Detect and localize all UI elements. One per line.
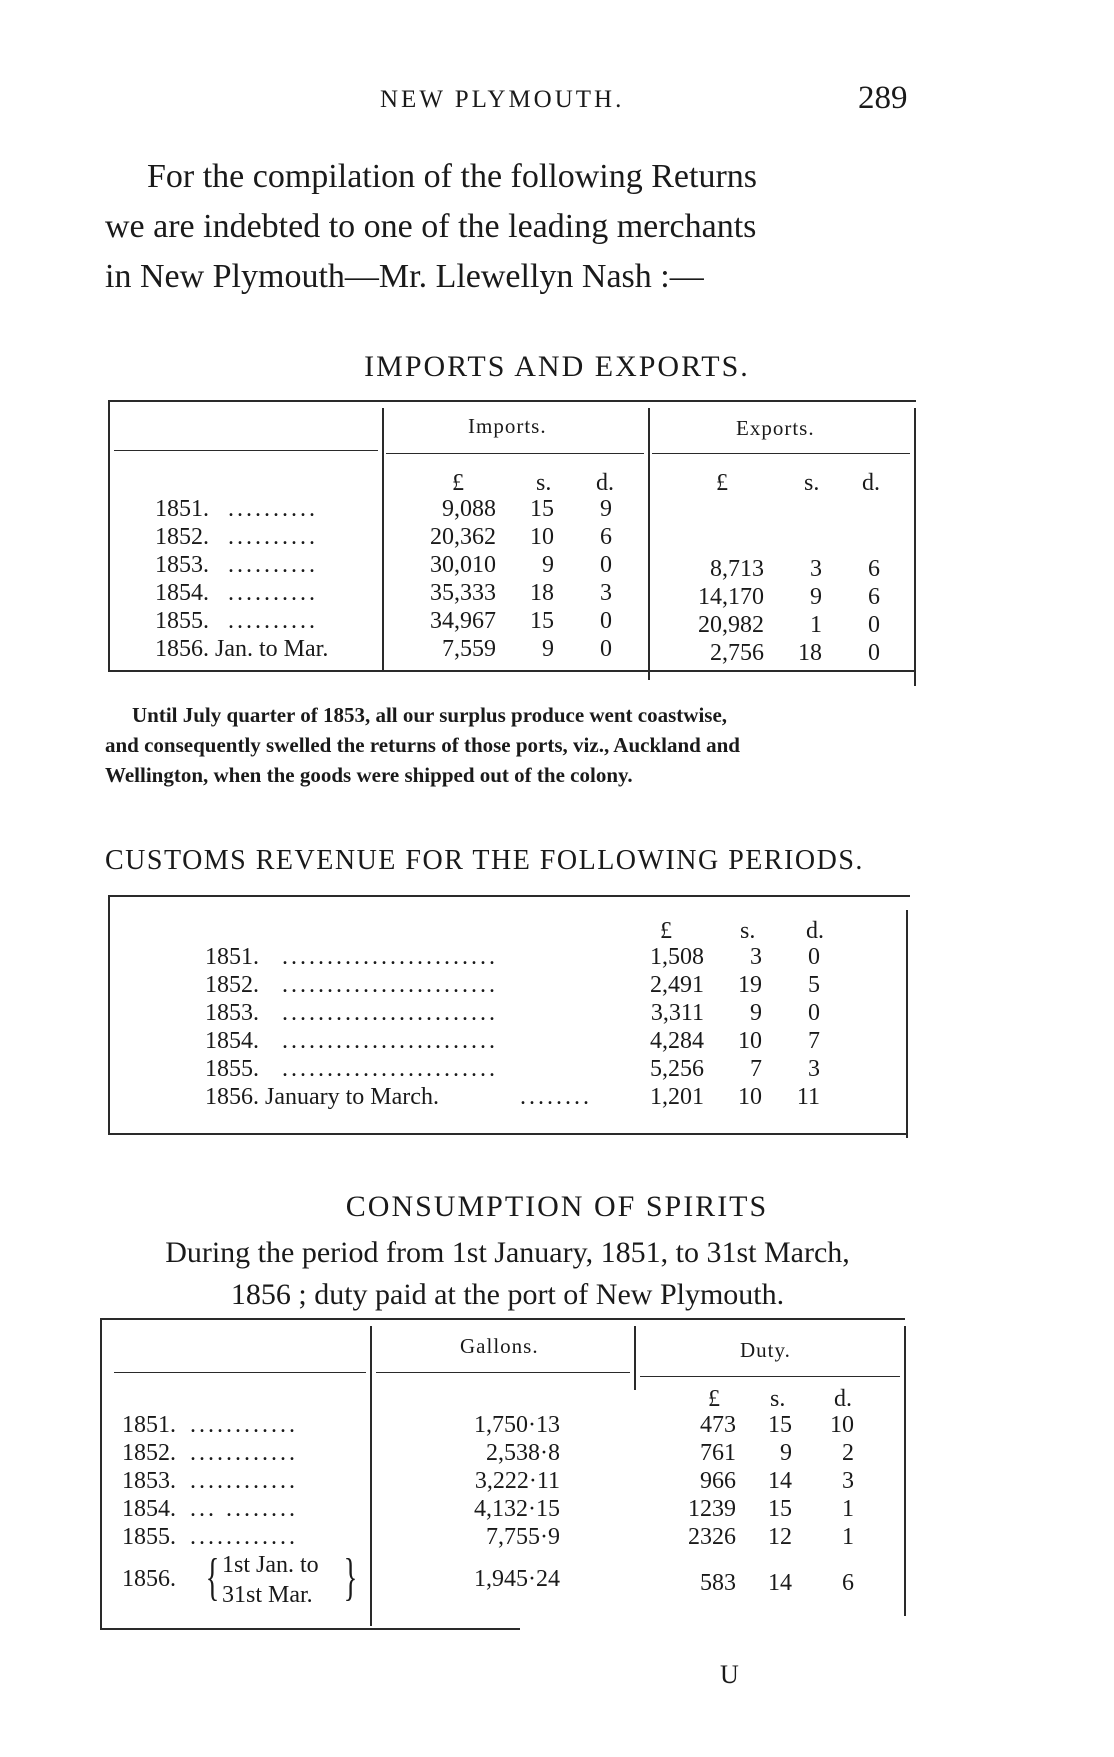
customs-pounds: 1,508 xyxy=(650,944,704,970)
leader-dots: ........................ xyxy=(282,1056,498,1082)
table-border xyxy=(108,400,916,402)
imports-note xyxy=(105,700,920,790)
table-border xyxy=(100,1628,520,1630)
customs-pence: 0 xyxy=(808,944,820,970)
unit-pence: d. xyxy=(596,470,614,496)
customs-pounds: 2,491 xyxy=(650,972,704,998)
exports-pounds: 8,713 xyxy=(710,556,764,582)
leader-dots: ............ xyxy=(190,1468,298,1494)
spirits-gallons: 4,132·15 xyxy=(474,1496,560,1522)
imports-pence: 0 xyxy=(600,552,612,578)
header-rule xyxy=(114,450,378,451)
leader-dots: ........................ xyxy=(282,1028,498,1054)
intro-paragraph xyxy=(105,152,920,302)
imports-pounds: 35,333 xyxy=(430,580,496,606)
customs-shillings: 19 xyxy=(738,972,762,998)
imports-pounds: 9,088 xyxy=(442,496,496,522)
spirits-title: CONSUMPTION OF SPIRITS xyxy=(345,1190,769,1223)
note-line: Until July quarter of 1853, all our surplus produce went coastwise, xyxy=(132,703,728,727)
year-label: 1855. xyxy=(122,1524,176,1550)
leader-dots: .......... xyxy=(228,552,318,578)
duty-pence: 10 xyxy=(830,1412,854,1438)
period-label: 1854. xyxy=(205,1028,259,1054)
unit-pound: £ xyxy=(716,470,728,496)
spirits-gallons: 2,538·8 xyxy=(486,1440,560,1466)
duty-pence: 1 xyxy=(842,1496,854,1522)
customs-pence: 5 xyxy=(808,972,820,998)
duty-shillings: 14 xyxy=(768,1468,792,1494)
exports-pounds: 2,756 xyxy=(710,640,764,666)
imports-pence: 9 xyxy=(600,496,612,522)
intro-line: we are indebted to one of the leading merchants xyxy=(105,208,757,245)
table-border xyxy=(108,1133,908,1135)
leader-dots: ........................ xyxy=(282,972,498,998)
table-border xyxy=(108,400,110,672)
exports-shillings: 1 xyxy=(810,612,822,638)
year-label: 1855. xyxy=(155,608,209,634)
column-divider xyxy=(634,1326,636,1390)
leader-dots: ........................ xyxy=(282,1000,498,1026)
duty-pounds: 2326 xyxy=(688,1524,736,1550)
leader-dots: ............ xyxy=(190,1440,298,1466)
duty-pounds: 761 xyxy=(700,1440,736,1466)
duty-header: Duty. xyxy=(740,1338,791,1362)
unit-pound: £ xyxy=(660,918,672,944)
header-rule xyxy=(376,1372,630,1373)
unit-shillings: s. xyxy=(804,470,820,496)
unit-shillings: s. xyxy=(740,918,756,944)
period-line: 31st Mar. xyxy=(222,1582,313,1608)
customs-title: CUSTOMS REVENUE FOR THE FOLLOWING PERIODS. xyxy=(105,845,864,876)
duty-shillings: 15 xyxy=(768,1412,792,1438)
exports-pence: 6 xyxy=(868,556,880,582)
spirits-gallons: 1,945·24 xyxy=(474,1566,560,1592)
imports-pounds: 7,559 xyxy=(442,636,496,662)
intro-line: For the compilation of the following Returns xyxy=(147,158,758,195)
customs-shillings: 3 xyxy=(750,944,762,970)
imports-header: Imports. xyxy=(468,414,547,438)
leader-dots: ........ xyxy=(520,1084,592,1110)
imports-pence: 3 xyxy=(600,580,612,606)
spirits-gallons: 1,750·13 xyxy=(474,1412,560,1438)
period-label: 1856. January to March. xyxy=(205,1084,439,1110)
leader-dots: .......... xyxy=(228,580,318,606)
duty-shillings: 12 xyxy=(768,1524,792,1550)
period-label: 1852. xyxy=(205,972,259,998)
unit-shillings: s. xyxy=(770,1386,786,1412)
customs-pounds: 1,201 xyxy=(650,1084,704,1110)
customs-pence: 0 xyxy=(808,1000,820,1026)
imports-exports-title: IMPORTS AND EXPORTS. xyxy=(364,350,750,383)
duty-shillings: 14 xyxy=(768,1570,792,1596)
customs-shillings: 7 xyxy=(750,1056,762,1082)
year-label: 1856. Jan. to Mar. xyxy=(155,636,329,662)
imports-pence: 0 xyxy=(600,636,612,662)
table-border xyxy=(914,408,916,686)
customs-pence: 7 xyxy=(808,1028,820,1054)
imports-pence: 6 xyxy=(600,524,612,550)
unit-pence: d. xyxy=(862,470,880,496)
spirits-subtitle xyxy=(100,1232,915,1316)
exports-pence: 0 xyxy=(868,612,880,638)
exports-pounds: 20,982 xyxy=(698,612,764,638)
imports-shillings: 9 xyxy=(542,636,554,662)
duty-pence: 2 xyxy=(842,1440,854,1466)
customs-pence: 3 xyxy=(808,1056,820,1082)
customs-shillings: 10 xyxy=(738,1028,762,1054)
table-border xyxy=(100,1318,102,1630)
intro-line: in New Plymouth—Mr. Llewellyn Nash :— xyxy=(105,258,704,295)
unit-pound: £ xyxy=(708,1386,720,1412)
subtitle-line: 1856 ; duty paid at the port of New Plymouth. xyxy=(230,1278,785,1311)
customs-shillings: 10 xyxy=(738,1084,762,1110)
note-line: and consequently swelled the returns of those ports, viz., Auckland and xyxy=(105,733,740,757)
customs-shillings: 9 xyxy=(750,1000,762,1026)
unit-pence: d. xyxy=(806,918,824,944)
exports-pounds: 14,170 xyxy=(698,584,764,610)
note-line: Wellington, when the goods were shipped out of the colony. xyxy=(105,763,633,787)
header-rule xyxy=(386,453,644,454)
leader-dots: ............ xyxy=(190,1524,298,1550)
leader-dots: ........................ xyxy=(282,944,498,970)
spirits-gallons: 3,222·11 xyxy=(474,1468,560,1494)
year-label: 1854. xyxy=(155,580,209,606)
subtitle-line: During the period from 1st January, 1851, to 31st March, xyxy=(165,1236,850,1269)
table-border xyxy=(108,895,110,1135)
customs-pounds: 3,311 xyxy=(650,1000,704,1026)
spirits-gallons: 7,755·9 xyxy=(486,1524,560,1550)
customs-pence: 11 xyxy=(796,1084,820,1110)
imports-pounds: 34,967 xyxy=(430,608,496,634)
period-label: 1855. xyxy=(205,1056,259,1082)
customs-pounds: 5,256 xyxy=(650,1056,704,1082)
duty-pence: 3 xyxy=(842,1468,854,1494)
duty-pounds: 1239 xyxy=(688,1496,736,1522)
imports-shillings: 15 xyxy=(530,608,554,634)
period-label: 1851. xyxy=(205,944,259,970)
imports-pence: 0 xyxy=(600,608,612,634)
period-label: 1853. xyxy=(205,1000,259,1026)
customs-pounds: 4,284 xyxy=(650,1028,704,1054)
imports-pounds: 20,362 xyxy=(430,524,496,550)
year-label: 1851. xyxy=(122,1412,176,1438)
header-rule xyxy=(652,453,910,454)
leader-dots: .......... xyxy=(228,608,318,634)
table-border xyxy=(108,670,916,672)
column-divider xyxy=(648,408,650,680)
unit-pence: d. xyxy=(834,1386,852,1412)
exports-pence: 6 xyxy=(868,584,880,610)
year-label: 1852. xyxy=(155,524,209,550)
exports-shillings: 18 xyxy=(798,640,822,666)
imports-shillings: 9 xyxy=(542,552,554,578)
leader-dots: ... ........ xyxy=(190,1496,298,1522)
year-label: 1856. xyxy=(122,1566,176,1592)
duty-pence: 1 xyxy=(842,1524,854,1550)
column-divider xyxy=(382,408,384,672)
signature-mark: U xyxy=(720,1660,739,1689)
duty-pounds: 966 xyxy=(700,1468,736,1494)
running-title: NEW PLYMOUTH. xyxy=(380,86,625,113)
header-rule xyxy=(640,1376,900,1377)
imports-shillings: 18 xyxy=(530,580,554,606)
brace-left: { xyxy=(205,1549,220,1606)
table-border xyxy=(906,910,908,1138)
duty-pence: 6 xyxy=(842,1570,854,1596)
year-label: 1853. xyxy=(155,552,209,578)
period-line: 1st Jan. to xyxy=(222,1552,319,1578)
exports-shillings: 3 xyxy=(810,556,822,582)
table-border xyxy=(904,1326,906,1616)
header-rule xyxy=(114,1372,366,1373)
imports-shillings: 10 xyxy=(530,524,554,550)
column-divider xyxy=(370,1326,372,1626)
exports-header: Exports. xyxy=(736,416,815,440)
duty-shillings: 9 xyxy=(780,1440,792,1466)
table-border xyxy=(108,895,910,897)
gallons-header: Gallons. xyxy=(460,1334,539,1358)
leader-dots: .......... xyxy=(228,496,318,522)
unit-shillings: s. xyxy=(536,470,552,496)
duty-shillings: 15 xyxy=(768,1496,792,1522)
unit-pound: £ xyxy=(452,470,464,496)
exports-pence: 0 xyxy=(868,640,880,666)
year-label: 1852. xyxy=(122,1440,176,1466)
imports-pounds: 30,010 xyxy=(430,552,496,578)
exports-shillings: 9 xyxy=(810,584,822,610)
leader-dots: ............ xyxy=(190,1412,298,1438)
year-label: 1853. xyxy=(122,1468,176,1494)
year-label: 1854. xyxy=(122,1496,176,1522)
duty-pounds: 583 xyxy=(700,1570,736,1596)
brace-right: } xyxy=(343,1549,358,1606)
table-border xyxy=(100,1318,905,1320)
duty-pounds: 473 xyxy=(700,1412,736,1438)
year-label: 1851. xyxy=(155,496,209,522)
imports-shillings: 15 xyxy=(530,496,554,522)
page-number: 289 xyxy=(858,80,908,116)
leader-dots: .......... xyxy=(228,524,318,550)
